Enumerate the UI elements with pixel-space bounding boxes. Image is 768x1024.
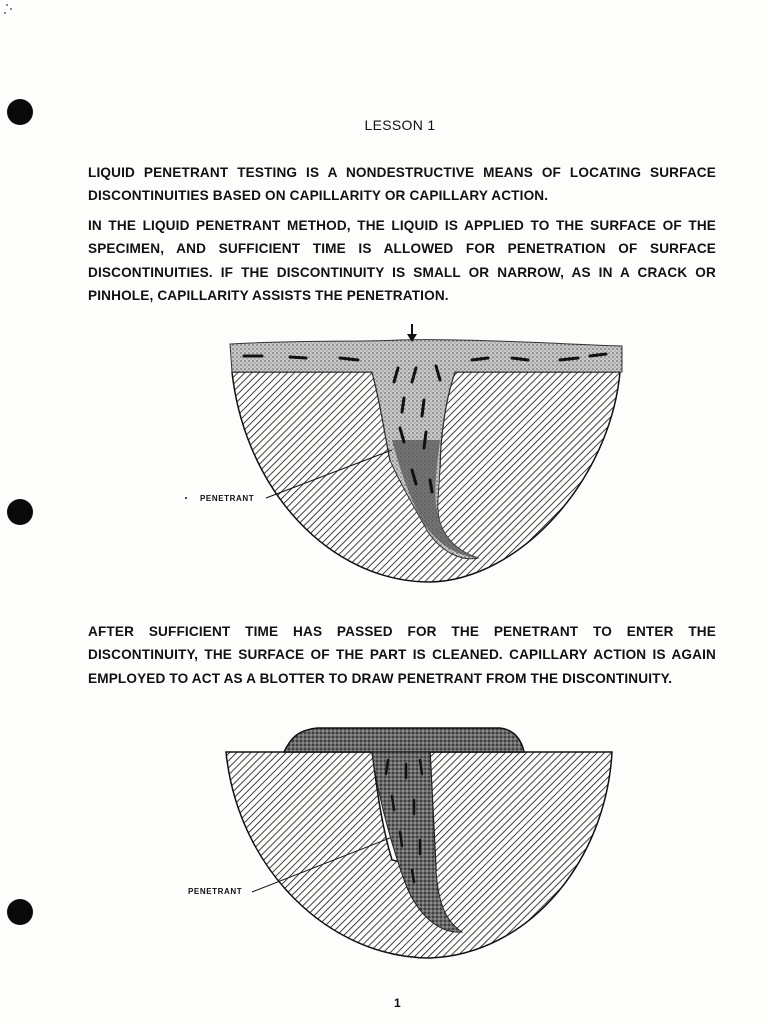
penetrant-label: PENETRANT	[188, 887, 243, 896]
penetrant-label: PENETRANT	[200, 494, 255, 503]
scan-speck	[10, 8, 12, 10]
lesson-title: LESSON 1	[364, 117, 436, 133]
penetrant-application-diagram	[0, 320, 768, 600]
page-number: 1	[394, 996, 401, 1010]
intro-paragraph: LIQUID PENETRANT TESTING IS A NONDESTRUCTIVE MEANS OF LOCATING SURFACE DISCONTINUITIES BASED ON CAPILLARITY OR CAPILLARY ACTION.	[88, 165, 716, 204]
blotter-action-diagram	[0, 720, 768, 970]
method-paragraph: IN THE LIQUID PENETRANT METHOD, THE LIQUID IS APPLIED TO THE SURFACE OF THE SPECIMEN, AND SUFFICIENT TIME IS ALLOWED FOR PENETRATION OF SURFACE DISCONTINUITIES. IF THE DISCONTINUITY IS SMALL OR NARROW, AS IN A CRACK OR PINHOLE, CAPILLARITY ASSISTS THE PENETRATION.	[88, 218, 716, 303]
scan-speck	[6, 4, 8, 6]
cleaning-paragraph: AFTER SUFFICIENT TIME HAS PASSED FOR THE PENETRANT TO ENTER THE DISCONTINUITY, THE SURFACE OF THE PART IS CLEANED. CAPILLARY ACTION IS AGAIN EMPLOYED TO ACT AS A BLOTTER TO DRAW PENETRANT FROM THE DISCONTINUITY.	[88, 624, 716, 686]
scan-speck	[4, 12, 6, 14]
developer-layer	[284, 728, 524, 752]
